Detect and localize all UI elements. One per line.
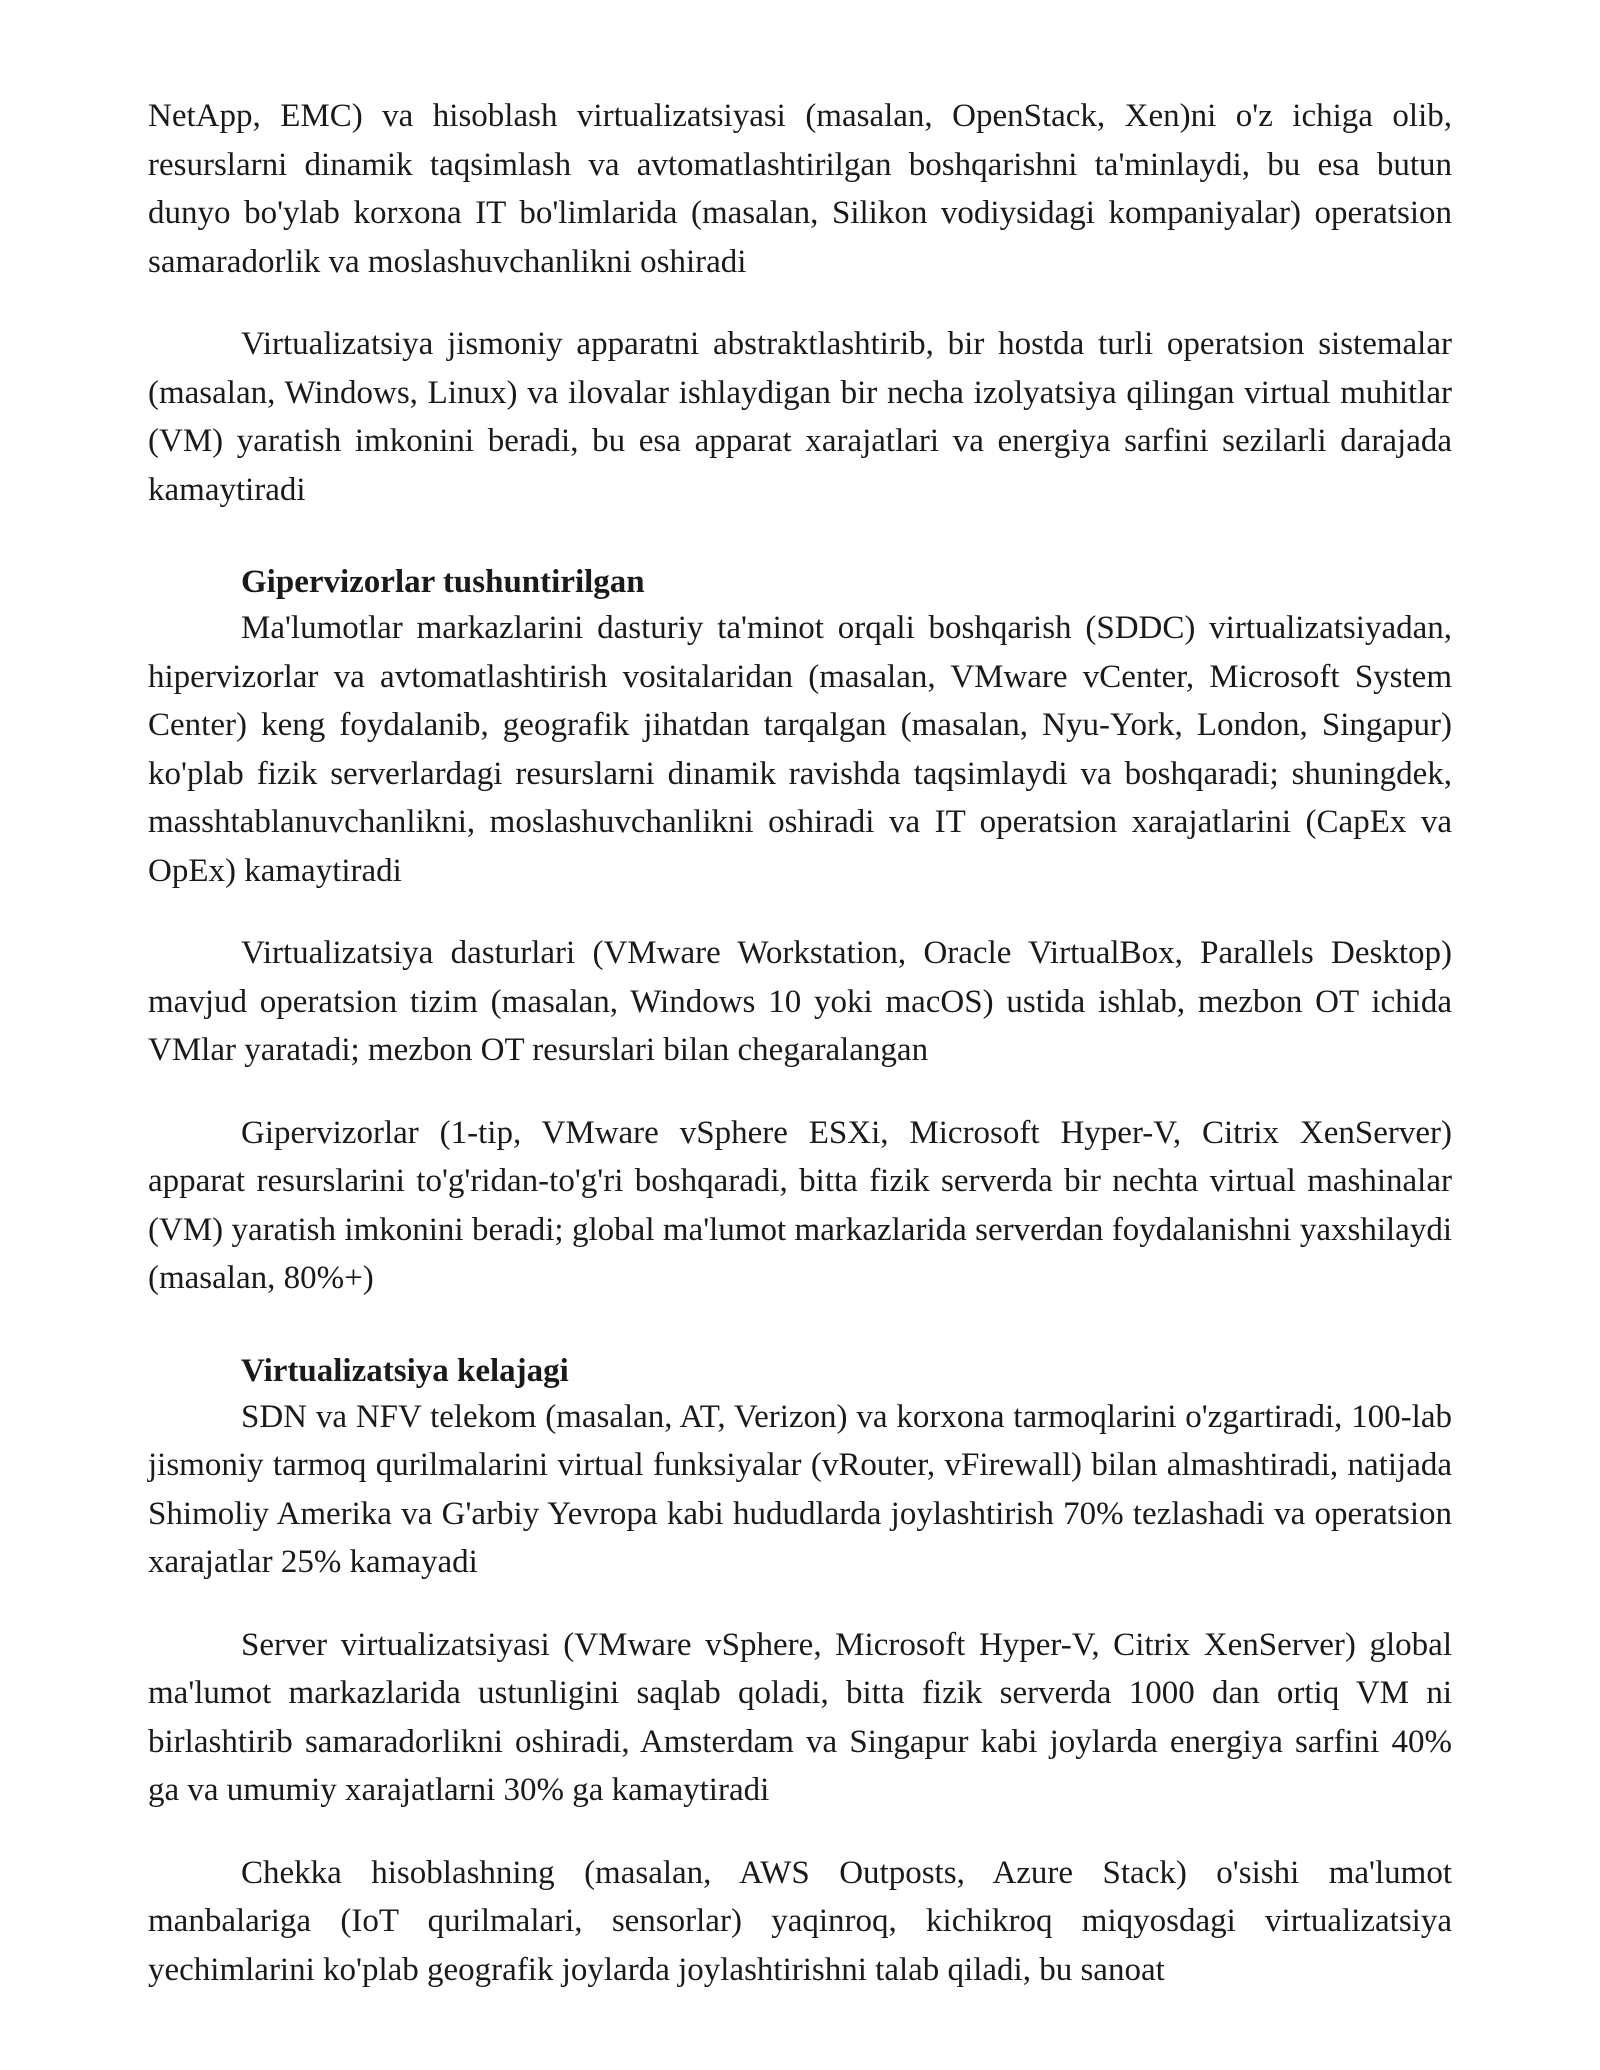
section-heading-hypervisors: Gipervizorlar tushuntirilgan [241, 564, 645, 600]
paragraph-server-virtualization: Server virtualizatsiyasi (VMware vSphere, Microsoft Hyper-V, Citrix XenServer) global ma'lumot markazlarida ustunligini saqlab qoladi, bitta fizik serverda 1000 dan ortiq VM ni birlashtirib samaradorlikni oshiradi, Amsterdam va Singapur kabi joylarda energiya sarfini 40% ga va umumiy xarajatlarni 30% ga kamaytiradi [148, 1626, 1452, 1808]
paragraph-type1-hypervisors: Gipervizorlar (1-tip, VMware vSphere ESXi, Microsoft Hyper-V, Citrix XenServer) apparat resurslarini to'g'ridan-to'g'ri boshqaradi, bitta fizik serverda bir nechta virtual mashinalar (VM) yaratish imkonini beradi; global ma'lumot markazlarida serverdan foydalanishni yaxshilaydi (masalan, 80%+) [148, 1114, 1452, 1296]
paragraph-sdn-nfv: SDN va NFV telekom (masalan, AT, Verizon) va korxona tarmoqlarini o'zgartiradi, 100-lab jismoniy tarmoq qurilmalarini virtual funksiyalar (vRouter, vFirewall) bilan almashtiradi, natijada Shimoliy Amerika va G'arbiy Yevropa kabi hududlarda joylashtirish 70% tezlashadi va operatsion xarajatlar 25% kamayadi [148, 1398, 1452, 1580]
paragraph-continued-intro: NetApp, EMC) va hisoblash virtualizatsiyasi (masalan, OpenStack, Xen)ni o'z ichiga olib, resurslarni dinamik taqsimlash va avtomatlashtirilgan boshqarishni ta'minlaydi, bu esa butun dunyo bo'ylab korxona IT bo'limlarida (masalan, Silikon vodiysidagi kompaniyalar) operatsion samaradorlik va moslashuvchanlikni oshiradi [148, 98, 1452, 280]
paragraph-edge-computing: Chekka hisoblashning (masalan, AWS Outposts, Azure Stack) o'sishi ma'lumot manbalariga (IoT qurilmalari, sensorlar) yaqinroq, kichikroq miqyosdagi virtualizatsiya yechimlarini ko'plab geografik joylarda joylashtirishni talab qiladi, bu sanoat [148, 1854, 1452, 1988]
document-page [148, 92, 1452, 2028]
section-heading-future: Virtualizatsiya kelajagi [241, 1352, 569, 1389]
paragraph-virtualization-software: Virtualizatsiya dasturlari (VMware Workstation, Oracle VirtualBox, Parallels Desktop) mavjud operatsion tizim (masalan, Windows 10 yoki macOS) ustida ishlab, mezbon OT ichida VMlar yaratadi; mezbon OT resurslari bilan chegaralangan [148, 935, 1452, 1068]
paragraph-virtualization-overview: Virtualizatsiya jismoniy apparatni abstraktlashtirib, bir hostda turli operatsion sistemalar (masalan, Windows, Linux) va ilovalar ishlaydigan bir necha izolyatsiya qilingan virtual muhitlar (VM) yaratish imkonini beradi, bu esa apparat xarajatlari va energiya sarfini sezilarli darajada kamaytiradi [148, 326, 1452, 508]
paragraph-sddc: Ma'lumotlar markazlarini dasturiy ta'minot orqali boshqarish (SDDC) virtualizatsiyadan, hipervizorlar va avtomatlashtirish vositalaridan (masalan, VMware vCenter, Microsoft System Center) keng foydalanib, geografik jihatdan tarqalgan (masalan, Nyu-York, London, Singapur) ko'plab fizik serverlardagi resurslarni dinamik ravishda taqsimlaydi va boshqaradi; shuningdek, masshtablanuvchanlikni, moslashuvchanlikni oshiradi va IT operatsion xarajatlarini (CapEx va OpEx) kamaytiradi [148, 610, 1452, 889]
